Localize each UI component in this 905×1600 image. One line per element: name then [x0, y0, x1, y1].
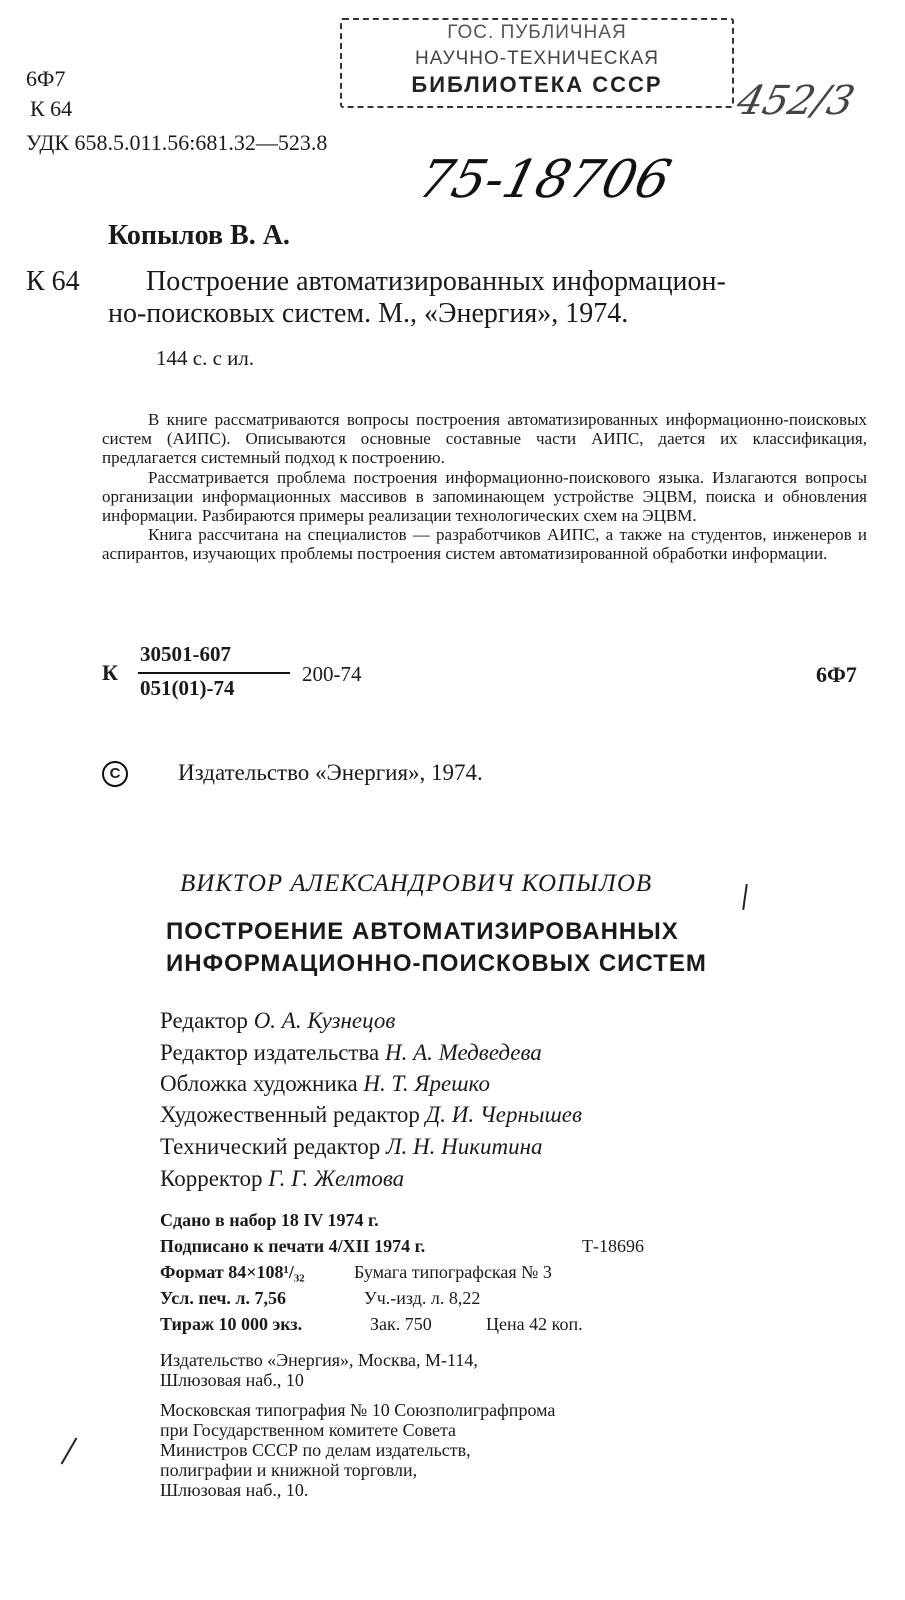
book-title-line-1: ПОСТРОЕНИЕ АВТОМАТИЗИРОВАННЫХ — [166, 918, 679, 945]
printer-line: Шлюзовая наб., 10. — [160, 1480, 309, 1500]
index-number: 200-74 — [302, 662, 362, 686]
book-title-line-2: ИНФОРМАЦИОННО-ПОИСКОВЫХ СИСТЕМ — [166, 950, 707, 977]
copyright-text: Издательство «Энергия», 1974. — [178, 760, 483, 785]
catalog-author: Копылов В. А. — [108, 220, 290, 251]
fraction-line — [138, 672, 290, 674]
printer-line: полиграфии и книжной торговли, — [160, 1460, 418, 1480]
catalog-title-line-2: но-поисковых систем. М., «Энергия», 1974. — [108, 298, 629, 329]
credit-line: Редактор О. А. Кузнецов — [160, 1008, 396, 1033]
abstract-paragraph: Книга рассчитана на специалистов — разработчиков АИПС, а также на студентов, инженеров и аспирантов, изучающих проблемы построения систем автоматизированной обработки информации. — [102, 525, 867, 564]
print-usl: Усл. печ. л. 7,56 — [160, 1288, 287, 1308]
credit-line: Художественный редактор Д. И. Чернышев — [160, 1102, 582, 1127]
copyright-icon: C — [102, 761, 128, 787]
catalog-title-line-1: Построение автоматизированных информацион- — [146, 266, 726, 297]
publisher-line-1: Издательство «Энергия», Москва, М-114, — [160, 1350, 478, 1370]
print-price: Цена 42 коп. — [486, 1314, 583, 1334]
print-order-t: Т-18696 — [582, 1236, 644, 1256]
index-bbk: 6Ф7 — [816, 662, 857, 687]
print-format: Формат 84×108¹/₃₂ — [160, 1262, 305, 1282]
abstract-paragraph: В книге рассматриваются вопросы построения автоматизированных информационно-поисковых систем (АИПС). Описываются основные составные части АИПС, дается их классификация, предлагается системный подход к построению. — [102, 410, 867, 468]
print-submitted: Сдано в набор 18 IV 1974 г. — [160, 1210, 379, 1230]
printer-line: Министров СССР по делам издательств, — [160, 1440, 471, 1460]
stamp-line-2: НАУЧНО-ТЕХНИЧЕСКАЯ — [415, 48, 659, 69]
abstract — [102, 410, 867, 564]
credit-line: Редактор издательства Н. А. Медведева — [160, 1040, 542, 1065]
index-numerator: 30501-607 — [140, 642, 231, 666]
author-full-name: ВИКТОР АЛЕКСАНДРОВИЧ КОПЫЛОВ — [180, 870, 653, 897]
author-mark: К 64 — [30, 96, 73, 121]
library-stamp — [340, 18, 734, 108]
pencil-mark — [61, 1438, 78, 1465]
catalog-code: К 64 — [26, 266, 80, 297]
catalog-pages: 144 с. с ил. — [156, 346, 255, 370]
pencil-mark — [742, 884, 748, 910]
printer-line: Московская типография № 10 Союзполиграфпрома — [160, 1400, 556, 1420]
handwritten-inventory: 452/3 — [732, 78, 860, 124]
credit-line: Обложка художника Н. Т. Ярешко — [160, 1071, 490, 1096]
printer-line: при Государственном комитете Совета — [160, 1420, 457, 1440]
credit-line: Технический редактор Л. Н. Никитина — [160, 1134, 543, 1159]
udk-code: УДК 658.5.011.56:681.32—523.8 — [26, 130, 328, 155]
stamp-line-3: БИБЛИОТЕКА СССР — [411, 72, 663, 97]
handwritten-call-number: 75-18706 — [412, 150, 677, 210]
print-paper: Бумага типографская № 3 — [354, 1262, 552, 1282]
print-order: Зак. 750 — [370, 1314, 432, 1334]
index-denominator: 051(01)-74 — [140, 676, 235, 700]
print-signed: Подписано к печати 4/XII 1974 г. — [160, 1236, 426, 1256]
print-run: Тираж 10 000 экз. — [160, 1314, 303, 1334]
print-uch: Уч.-изд. л. 8,22 — [364, 1288, 481, 1308]
stamp-line-1: ГОС. ПУБЛИЧНАЯ — [447, 22, 627, 43]
bbk-code: 6Ф7 — [26, 66, 66, 91]
publisher-line-2: Шлюзовая наб., 10 — [160, 1370, 304, 1390]
credit-line: Корректор Г. Г. Желтова — [160, 1166, 405, 1191]
abstract-paragraph: Рассматривается проблема построения информационно-поискового языка. Излагаются вопросы организации информационных массивов в запоминающем устройстве ЭЦВМ, поиска и обновления информации. Разбираются примеры реализации технологических схем на ЭЦВМ. — [102, 467, 867, 526]
index-letter: К — [102, 660, 118, 685]
